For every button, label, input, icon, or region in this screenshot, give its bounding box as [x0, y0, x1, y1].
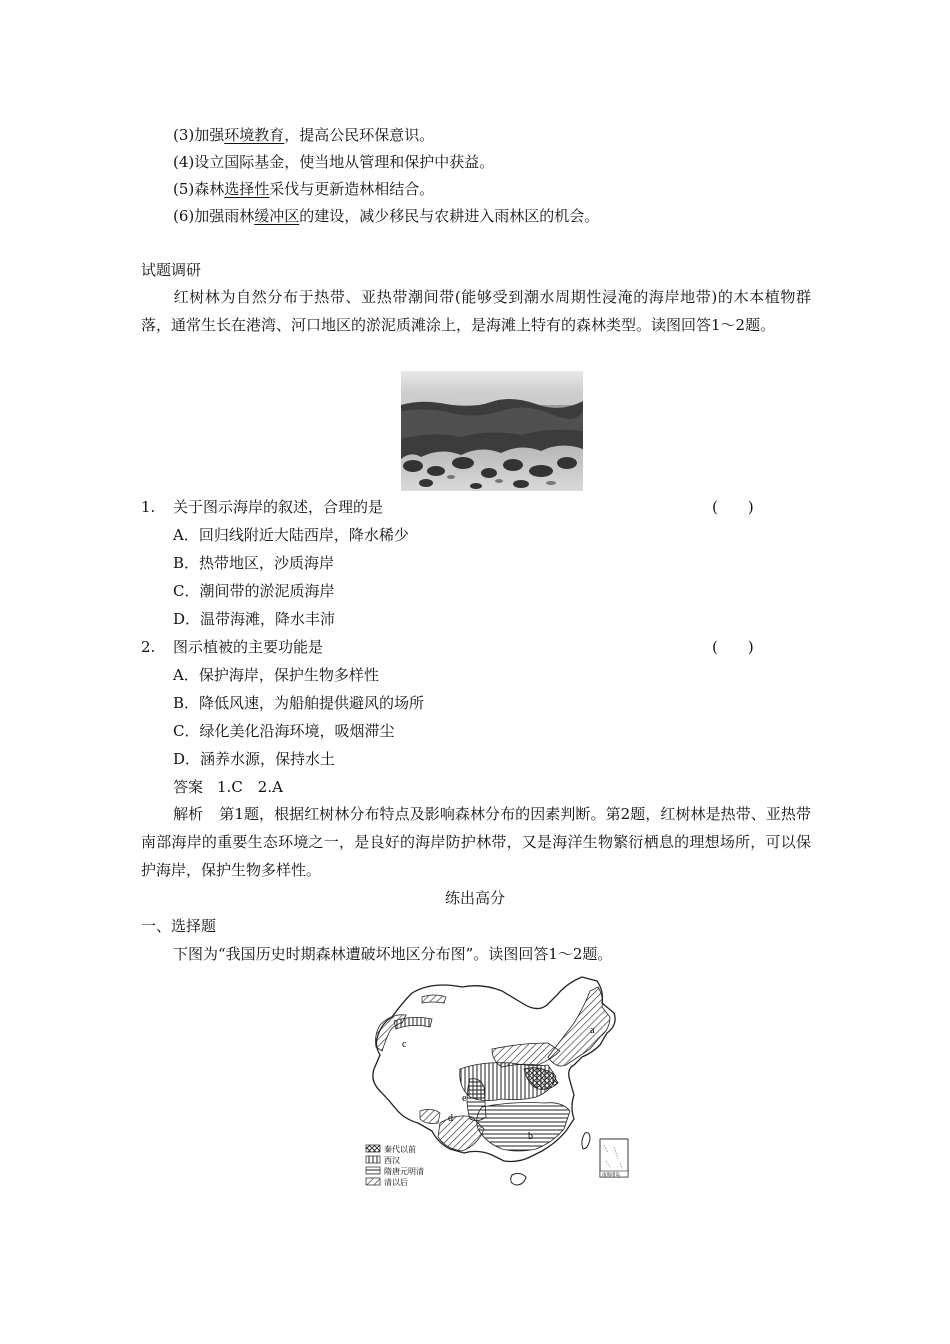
- region-label-a: a: [590, 1025, 595, 1036]
- q1-option-c: C．潮间带的淤泥质海岸: [173, 582, 335, 600]
- answer-text: 1.C 2.A: [217, 778, 283, 796]
- measure-3-underlined: 环境教育: [224, 126, 285, 144]
- q1-option-b: B．热带地区，沙质海岸: [173, 554, 335, 572]
- q1-option-a: A．回归线附近大陆西岸，降水稀少: [173, 526, 409, 544]
- research-heading: 试题调研: [141, 261, 202, 279]
- region-c-north: [422, 995, 446, 1003]
- south-china-sea-inset: [600, 1139, 628, 1178]
- region-label-b: b: [528, 1131, 533, 1142]
- q1-answer-bracket: ( ): [712, 498, 754, 516]
- mangrove-photo: [401, 371, 583, 491]
- region-label-d: d: [448, 1113, 453, 1124]
- research-intro: [141, 283, 811, 339]
- legend-qing: 清以后: [384, 1178, 408, 1187]
- q2-option-d: D．涵养水源，保持水土: [173, 750, 336, 768]
- q2-number: 2.: [141, 638, 156, 656]
- analysis-label: 解析: [173, 805, 204, 823]
- measure-6-underlined: 缓冲区: [254, 207, 300, 225]
- legend-qin: 秦代以前: [384, 1145, 416, 1154]
- measure-5-underlined: 选择性: [224, 180, 270, 198]
- analysis: [141, 800, 811, 884]
- q2-option-a: A．保护海岸，保护生物多样性: [173, 666, 379, 684]
- q1-option-d: D．温带海滩，降水丰沛: [173, 610, 336, 628]
- map-legend: [366, 1144, 424, 1187]
- measure-3-post: ，提高公民环保意识。: [284, 126, 435, 144]
- measure-6-post: 的建设，减少移民与农耕进入雨林区的机会。: [299, 207, 600, 225]
- research-intro-text: 红树林为自然分布于热带、亚热带潮间带(能够受到潮水周期性浸淹的海岸地带)的木本植物群落，通常生长在港湾、河口地区的淤泥质滩涂上，是海滩上特有的森林类型。读图回答1～2题。: [141, 288, 811, 334]
- q2-answer-bracket: ( ): [712, 638, 754, 656]
- q2-stem: 图示植被的主要功能是: [173, 638, 324, 656]
- forest-destruction-map: [352, 973, 642, 1195]
- q1-number: 1.: [141, 498, 156, 516]
- map-question-intro: 下图为“我国历史时期森林遭破坏地区分布图”。读图回答1～2题。: [173, 945, 613, 963]
- inset-label: 南海诸岛: [602, 1173, 620, 1178]
- measure-6: [173, 206, 599, 226]
- taiwan-island: [582, 1133, 590, 1149]
- q2-option-b: B．降低风速，为船舶提供避风的场所: [173, 694, 425, 712]
- measure-4: (4)设立国际基金，使当地从管理和保护中获益。: [173, 153, 495, 171]
- practice-title: 练出高分: [444, 889, 505, 907]
- hainan-island: [511, 1173, 526, 1185]
- region-label-e: e: [462, 1093, 467, 1104]
- analysis-text: 第1题，根据红树林分布特点及影响森林分布的因素判断。第2题，红树林是热带、亚热带南部海岸的重要生态环境之一，是良好的海岸防护林带，又是海洋生物繁衍栖息的理想场所，可以保护海岸，保护生物多样性。: [141, 805, 811, 879]
- answer-label: 答案: [173, 778, 204, 796]
- measure-5-pre: (5)森林: [173, 180, 225, 198]
- region-label-c: c: [402, 1039, 407, 1050]
- legend-xihan: 西汉: [384, 1156, 400, 1165]
- q1-stem: 关于图示海岸的叙述，合理的是: [173, 498, 384, 516]
- section-heading: 一、选择题: [141, 917, 217, 935]
- q2-option-c: C．绿化美化沿海环境，吸烟滞尘: [173, 722, 395, 740]
- measure-3-pre: (3)加强: [173, 126, 225, 144]
- region-west-patch: [420, 1109, 440, 1123]
- legend-suitang: 隋唐元明清: [384, 1167, 424, 1176]
- answer-line: [173, 777, 283, 797]
- measure-3: [173, 125, 434, 145]
- region-e: [467, 1079, 486, 1121]
- measure-5-post: 采伐与更新造林相结合。: [269, 180, 435, 198]
- measure-6-pre: (6)加强雨林: [173, 207, 255, 225]
- measure-5: [173, 179, 434, 199]
